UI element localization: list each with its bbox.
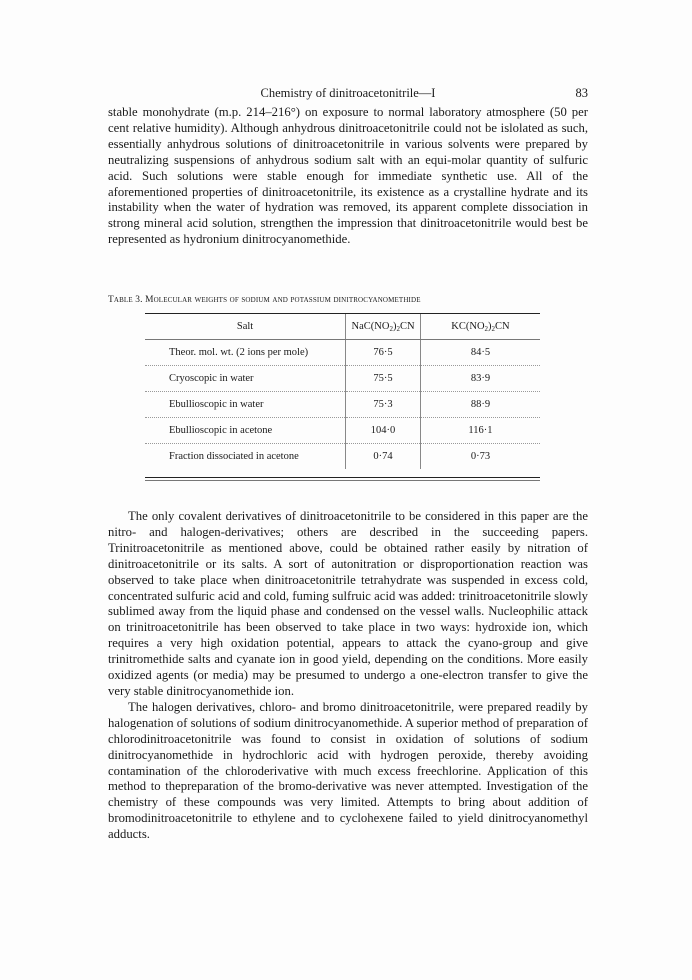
running-head: Chemistry of dinitroacetonitrile—I bbox=[260, 86, 436, 100]
table-caption bbox=[108, 295, 588, 305]
page-number: 83 bbox=[575, 86, 588, 100]
sodium-value: 75·3 bbox=[346, 392, 421, 418]
sodium-value: 0·74 bbox=[346, 444, 421, 470]
table-label: Table 3. bbox=[108, 295, 143, 305]
table-row bbox=[145, 392, 540, 418]
molecular-weights-table bbox=[145, 314, 540, 469]
body-paragraph-1 bbox=[108, 105, 588, 248]
row-label: Cryoscopic in water bbox=[145, 366, 346, 392]
col-header-sodium bbox=[346, 314, 421, 340]
na-formula-part: CN bbox=[399, 320, 415, 332]
na-formula-part: NaC(NO bbox=[351, 320, 390, 332]
sodium-value: 104·0 bbox=[346, 418, 421, 444]
table-header-row bbox=[145, 314, 540, 340]
table-row bbox=[145, 340, 540, 366]
paragraph-text: The halogen derivatives, chloro- and bromo dinitroacetonitrile, were prepared readily by halogenation of solutions of sodium dinitrocyanomethide. A superior method of preparation of chlorodinitroacetonitrile was found to consist in oxidation of solutions of sodium dinitrocyanomethide in hydrochloric acid with hydrogen peroxide, thereby avoiding contamination of the chloroderivative with much excess freechlorine. Application of this method to thepreparation of the bromo-derivative was never attempted. Investigation of the chemistry of these compounds was very limited. Attempts to bring about addition of bromodinitroacetonitrile to ethylene and to cyclohexene failed to yield dinitrocyanomethyl adducts. bbox=[108, 699, 588, 842]
table-row bbox=[145, 444, 540, 470]
potassium-value: 84·5 bbox=[420, 340, 540, 366]
na-formula-sub: 2 bbox=[396, 324, 400, 333]
sodium-value: 76·5 bbox=[346, 340, 421, 366]
k-formula-sub: 2 bbox=[484, 324, 489, 333]
col-header-salt: Salt bbox=[145, 314, 346, 340]
body-paragraphs-2-3 bbox=[108, 509, 588, 843]
potassium-value: 88·9 bbox=[420, 392, 540, 418]
k-formula-part: CN bbox=[495, 320, 510, 332]
table-bottom-rule-double bbox=[145, 480, 540, 481]
row-label: Ebullioscopic in water bbox=[145, 392, 346, 418]
paragraph-text: The only covalent derivatives of dinitroacetonitrile to be considered in this paper are the nitro- and halogen-derivatives; others are described in the succeeding papers. Trinitroacetonitrile as mentioned above, could be obtained rather easily by nitration of dinitroacetonitrile or its salts. A sort of autonitration or disproportionation reaction was observed to take place when dinitroacetonitrile tetrahydrate was suspended in excess cold, concentrated sulfuric acid and cold, fuming sulfruic acid was added: trinitroacetonitrile slowly sublimed away from the liquid phase and condensed on the vessel walls. Nucleophilic attack on trinitroacetonitrile has been observed to take place in two ways: hydroxide ion, which requires a very high oxidation potential, appears to attack the cyano-group and give trinitromethide salts and cyanate ion in good yield, depending on the conditions. More easily oxidized agents (or media) may be presumed to undergo a one-electron transfer to give the very stable dinitrocyanomethide ion. bbox=[108, 509, 588, 698]
row-label: Fraction dissociated in acetone bbox=[169, 451, 299, 462]
row-label: Ebullioscopic in acetone bbox=[145, 418, 346, 444]
table-row bbox=[145, 366, 540, 392]
col-header-potassium bbox=[420, 314, 540, 340]
na-formula-part: ) bbox=[392, 320, 397, 332]
potassium-value: 0·73 bbox=[420, 444, 540, 470]
potassium-value: 116·1 bbox=[420, 418, 540, 444]
k-formula-sub: 2 bbox=[491, 324, 496, 333]
na-formula-sub: 2 bbox=[389, 324, 393, 333]
row-label: Theor. mol. wt. (2 ions per mole) bbox=[145, 340, 346, 366]
k-formula-part: KC(NO bbox=[451, 320, 485, 332]
sodium-value: 75·5 bbox=[346, 366, 421, 392]
k-formula-part: ) bbox=[488, 320, 492, 332]
table-bottom-rule bbox=[145, 477, 540, 478]
paragraph-text: stable monohydrate (m.p. 214–216°) on exposure to normal laboratory atmosphere (50 per cent relative humidity). Although anhydrous dinitroacetonitrile could not be islolated as such, essentially anhydrous solutions of dinitroacetonitrile in various solvents were prepared by neutralizing suspensions of anhydrous sodium salt with an equi-molar quantity of sulfuric acid. Such solutions were stable enough for immediate synthetic use. All of the aforementioned properties of dinitroacetonitrile, its existence as a crystalline hydrate and its instability when the water of hydration was removed, its apparent complete dissociation in strong mineral acid solution, strengthen the impression that dinitroacetonitrile would best be represented as hydronium dinitrocyanomethide. bbox=[108, 105, 588, 247]
table-title: Molecular weights of sodium and potassium dinitrocyanomethide bbox=[145, 295, 421, 305]
potassium-value: 83·9 bbox=[420, 366, 540, 392]
table-row bbox=[145, 418, 540, 444]
